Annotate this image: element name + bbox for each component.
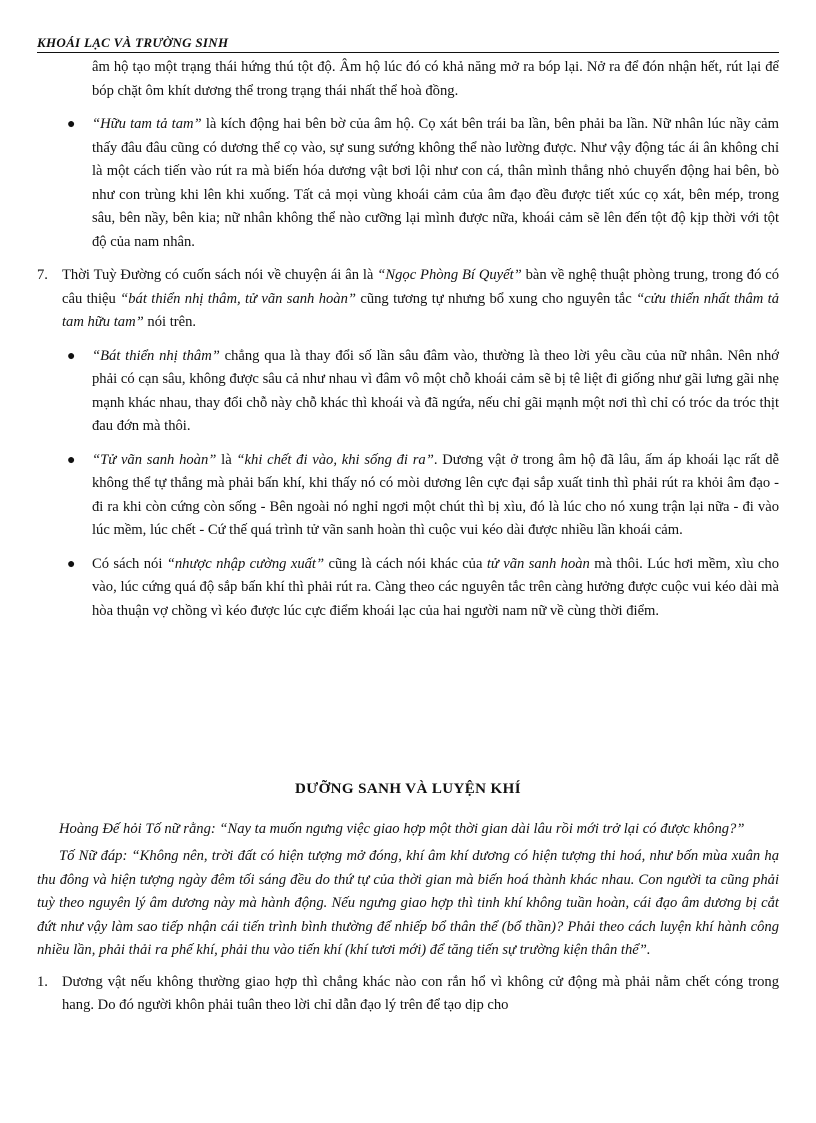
bullet-bat-thien-nhi-tham	[37, 345, 779, 439]
bullet-text: là kích động hai bên bờ của âm hộ. Cọ xát bên trái ba lần, bên phải ba lần. Nữ nhân lúc nầy cảm thấy đâu đâu cũng có dương thể cọ vào, sự sung sướng không thể nào lường được. Như vậy động tác ái ân không chỉ là một cách tiến vào rút ra mà biến hóa dương vật bơi lội như con cá, thân mình thẳng nhỏ chuyển động hai bên, bò như con trùng khi lên khi xuống. Tất cả mọi vùng khoái cảm của âm đạo đều được tiết xúc cọ xát, bên mép, trong sâu, bên nầy, bên kia; nữ nhân không thể nào cưỡng lại mình được nữa, khoái cảm sẽ lên đến tột độ kịp thời với tột độ của nam nhân.	[92, 116, 780, 250]
bullet-text: . Dương vật ở trong âm hộ đã lâu, ấm áp khoái lạc rất dễ không thể tự thắng mà phải bấn khí, khi thấy nó có mòi dương lên cực đại sắp xuất tinh thì phải rút ra khỏi âm đạo - đi ra khi còn cứng còn sống - Bên ngoài nó nghỉ ngơi một chút thì bị xìu, đó là lúc cho nó xung trận lại nữa - đi vào lúc mềm, lúc chết - Cứ thế quá trình tử vãn sanh hoàn thì cuộc vui kéo dài được nhiều lần khoái cảm.	[92, 451, 779, 538]
bullet-dot-icon: ●	[67, 117, 76, 132]
book-title: “Ngọc Phòng Bí Quyết”	[377, 267, 522, 283]
bullet-tu-van-sanh-hoan	[37, 449, 779, 543]
bullet-huu-tam-ta-tam	[37, 113, 779, 254]
bullet-text: cũng là cách nói khác của	[324, 555, 487, 572]
bullet-text: là	[216, 451, 237, 468]
dialogue-question: Hoàng Đế hỏi Tố nữ rằng: “Nay ta muốn ngưng việc giao hợp một thời gian dài lâu rồi mới trở lại có được không?”	[59, 820, 745, 837]
bullet-dot-icon: ●	[67, 556, 76, 572]
item-text: nói trên.	[143, 314, 197, 330]
quote: “bát thiển nhị thâm, tử vãn sanh hoàn”	[120, 290, 356, 307]
bullet-term: “khi chết đi vào, khi sống đi ra”	[236, 451, 434, 468]
bullet-term: “Bát thiển nhị thâm”	[92, 347, 220, 364]
dialogue-answer: Tố Nữ đáp: “Không nên, trời đất có hiện tượng mở đóng, khí âm khí dương có hiện tượng thi hoá, như bốn mùa xuân hạ thu đông và hiện tượng ngày đêm tối sáng đều do thứ tự của thời gian mà biến hoá thành khác nhau. Con người ta cũng phải tuỳ theo nguyên lý âm dương này mà hành động. Nếu ngưng giao hợp thì tinh khí không tuần hoàn, cái đạo âm dương bị cắt đứt như vậy làm sao tiếp nhận cái tiến trình bình thường để nhiếp bổ thân thể (bổ thần)? Phải theo cách luyện khí hành công nhiều lần, phải thải ra phế khí, phải thu vào tiến khí (khí tươi mới) để tăng tiến sự trường kiện thân thể”.	[37, 848, 779, 958]
bullet-term: “nhược nhập cường xuất”	[166, 555, 325, 572]
bullet-term: “Tử vãn sanh hoàn”	[92, 451, 217, 468]
bullet-nhuoc-nhap-cuong-xuat	[37, 553, 779, 624]
bullet-dot-icon: ●	[67, 348, 76, 364]
bullet-dot-icon: ●	[67, 452, 76, 468]
page-body	[37, 56, 779, 1018]
numbered-item-7	[37, 264, 779, 335]
quote: “cửu thiển nhất thâm tả tam hữu tam”	[62, 290, 779, 330]
numbered-item-1	[37, 971, 779, 1018]
bullet-text: chẳng qua là thay đổi số lần sâu đâm vào, thường là theo lời yêu cầu của nữ nhân. Nên nhớ phải có cạn sâu, không được sâu cả như nhau vì đâm vô một chỗ khoái cảm sẽ bị tê liệt đi giống như gãi lưng gãi nhẹ mạnh khác nhau, thay đổi chỗ này chỗ khác thì khoái và đã ngứa, nếu chỉ gãi mạnh một nơi thì chỉ có tróc da tróc thịt đau đớn mà thôi.	[92, 347, 779, 434]
bullet-term: tử vãn sanh hoàn	[486, 555, 590, 572]
bullet-term: “Hữu tam tả tam”	[92, 116, 202, 132]
running-header: KHOÁI LẠC VÀ TRƯỜNG SINH	[37, 35, 229, 50]
item-text: Dương vật nếu không thường giao hợp thì chẳng khác nào con rắn hổ vì không cử động mà phải nằm chết cóng trong hang. Do đó người khôn phải tuân theo lời chỉ dẫn đạo lý trên để tạo dịp cho	[62, 973, 779, 1013]
header-rule	[37, 52, 779, 53]
item-text: bàn về nghệ thuật phòng trung, trong đó có câu thiệu	[62, 267, 780, 307]
item-number: 1.	[37, 973, 48, 990]
continuation-paragraph: âm hộ tạo một trạng thái hứng thú tột độ. Âm hộ lúc đó có khả năng mở ra bóp lại. Nở ra để đón nhận hết, rút lại để bóp chặt ôm khít dương thể trong trạng thái nhất thể hoà đồng.	[92, 59, 779, 99]
section-title: DƯỠNG SANH VÀ LUYỆN KHÍ	[295, 781, 521, 797]
bullet-text: Có sách nói	[92, 555, 167, 572]
item-text: cũng tương tự nhưng bổ xung cho nguyên tắc	[356, 290, 637, 307]
item-text: Thời Tuỳ Đường có cuốn sách nói về chuyện ái ân là	[62, 267, 378, 283]
item-number: 7.	[37, 267, 48, 283]
bullet-text: mà thôi. Lúc hơi mềm, xìu cho vào, lúc cứng quá độ sắp bấn khí thì phải rút ra. Càng theo các nguyên tắc trên càng hưởng được cuộc vui kéo dài mà hòa thuận vợ chồng vì kéo được lúc cực điểm khoái lạc của hai người nam nữ về cùng thời điểm.	[92, 555, 779, 619]
